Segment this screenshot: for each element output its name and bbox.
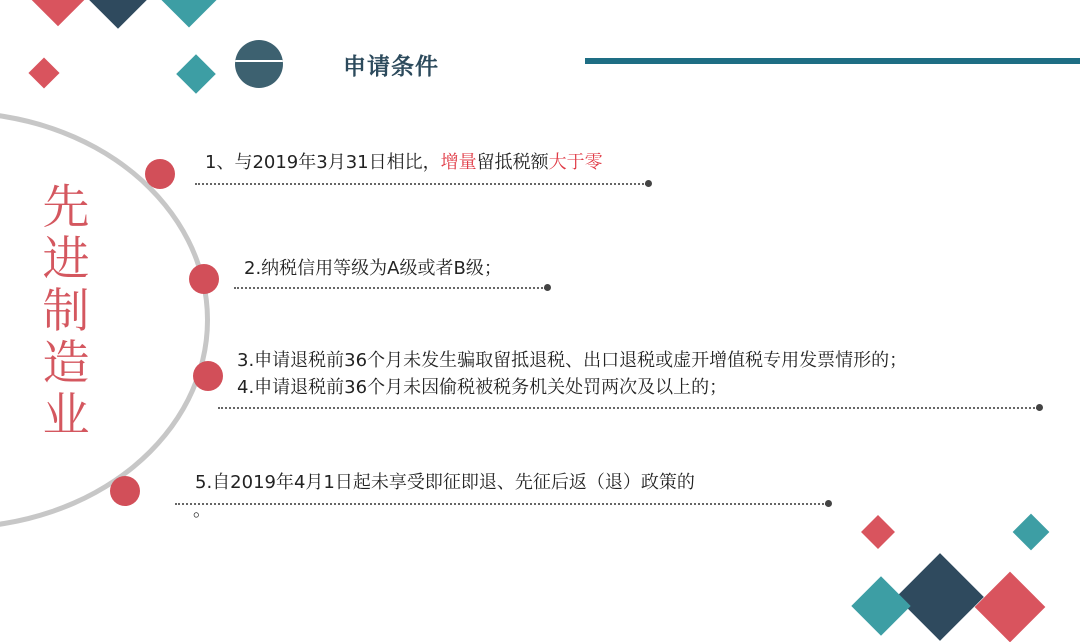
condition-item-5-tail: 。 [193,500,211,521]
decor-diamond-red-top [30,0,87,26]
decor-arc [0,110,210,530]
condition-1-highlight-increment: 增量 [440,152,477,173]
side-title-char: 制 [42,284,90,339]
decor-diamond-teal-bottom-small [1013,514,1050,551]
side-title-char: 进 [42,232,90,287]
bullet-dot-2 [189,264,219,294]
header-rule [585,58,1080,64]
dotted-divider-2 [234,287,546,289]
condition-item-3: 3.申请退税前36个月未发生骗取留抵退税、出口退税或虚开增值税专用发票情形的； [237,350,908,371]
decor-diamond-teal-top [156,0,221,28]
dotted-divider-3 [218,407,1038,409]
condition-1-highlight-greater-than-zero: 大于零 [548,152,603,173]
decor-diamond-red-small [28,57,59,88]
page-title: 申请条件 [343,54,439,80]
condition-1-prefix: 1、与2019年3月31日相比， [205,152,441,173]
dotted-divider-4-end [825,500,832,507]
dotted-divider-4 [175,503,827,505]
decor-diamond-teal-small [176,54,216,94]
decor-diamond-navy-bottom [896,553,984,641]
bullet-dot-4 [110,476,140,506]
decor-diamond-red-bottom [861,515,895,549]
decor-diamond-teal-bottom-large [851,576,910,635]
condition-1-middle: 留抵税额 [476,152,549,173]
decor-diamond-red-bottom-large [975,572,1046,642]
side-title-char: 造 [42,336,90,391]
dotted-divider-2-end [544,284,551,291]
side-title-char: 业 [42,388,90,443]
condition-item-4: 4.申请退税前36个月未因偷税被税务机关处罚两次及以上的； [237,377,728,398]
dotted-divider-3-end [1036,404,1043,411]
condition-item-5: 5.自2019年4月1日起未享受即征即退、先征后返（退）政策的 [195,472,695,493]
condition-item-1 [205,148,603,174]
side-title [38,182,94,442]
bullet-dot-3 [193,361,223,391]
header-circle-icon [235,40,283,88]
condition-item-2: 2.纳税信用等级为A级或者B级； [244,258,502,279]
dotted-divider-1-end [645,180,652,187]
decor-diamond-navy-top [81,0,155,29]
dotted-divider-1 [195,183,647,185]
side-title-char: 先 [42,180,90,235]
bullet-dot-1 [145,159,175,189]
